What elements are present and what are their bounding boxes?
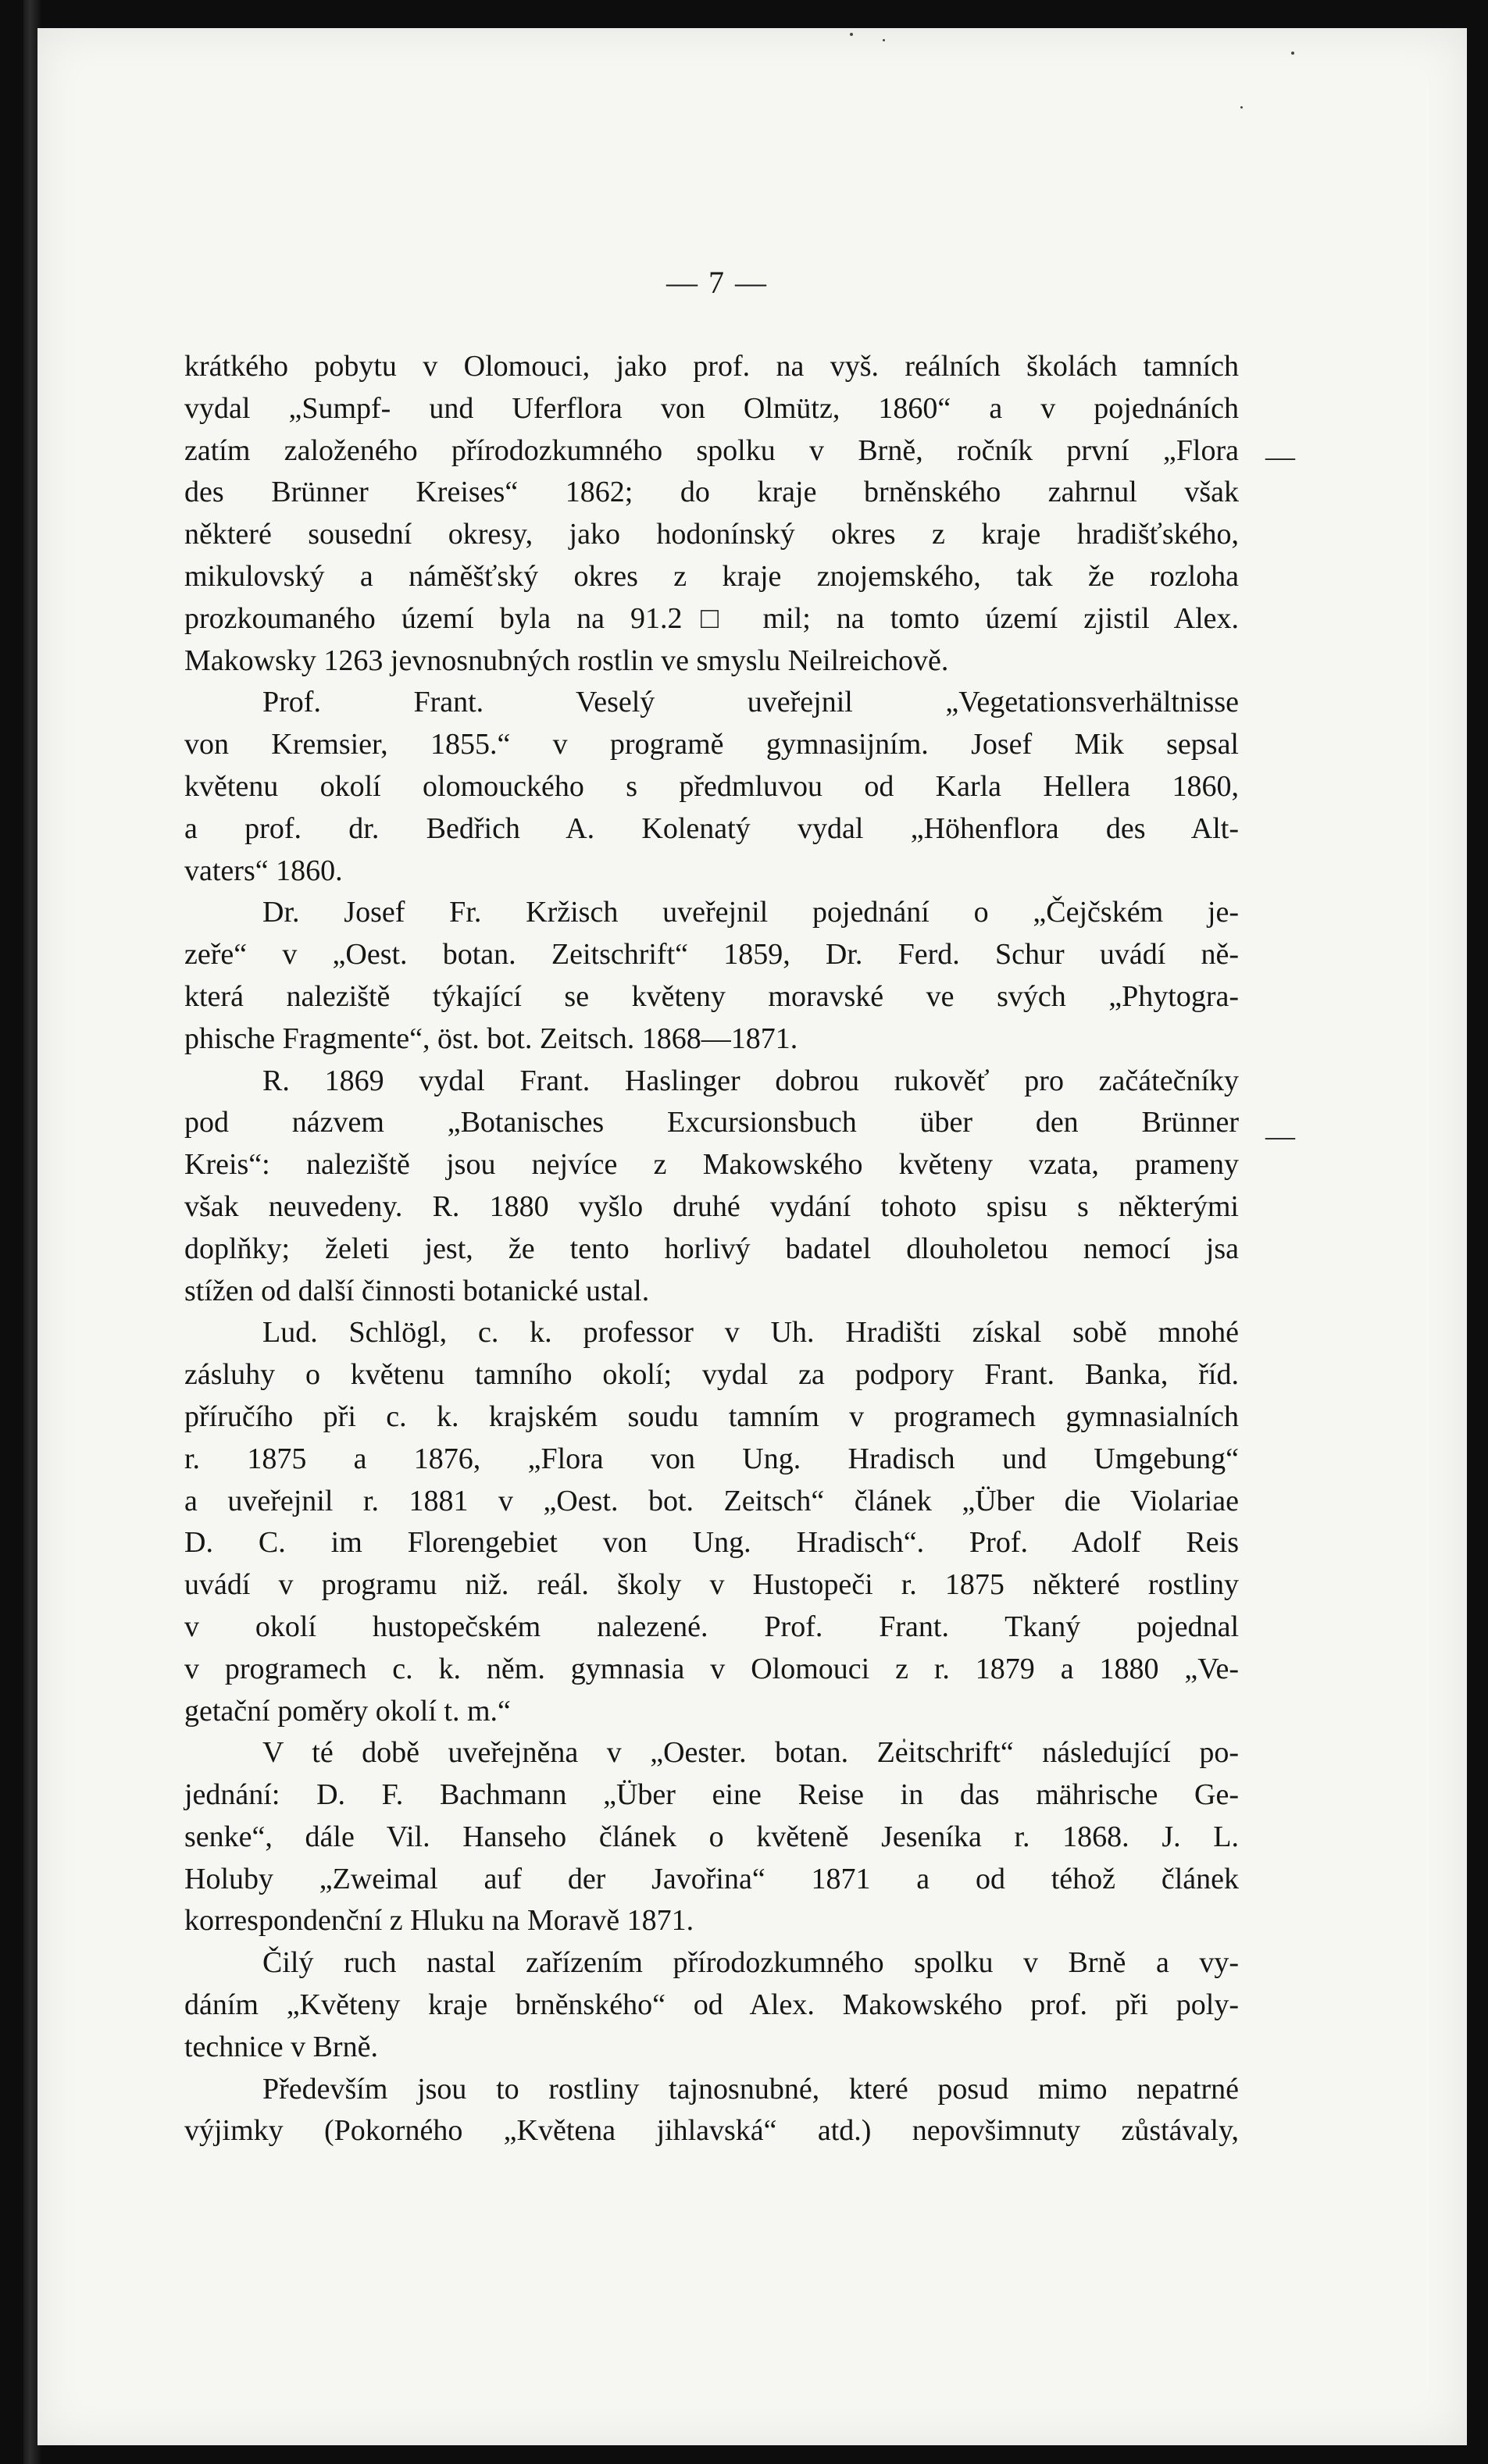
text-line: která naleziště týkající se květeny moravské ve svých „Phytogra- <box>184 979 1239 1013</box>
text-line: senke“, dále Vil. Hanseho článek o květeně Jeseníka r. 1868. J. L. <box>184 1820 1239 1853</box>
text-line: r. 1875 a 1876, „Flora von Ung. Hradisch und Umgebung“ <box>184 1442 1239 1475</box>
text-line: des Brünner Kreises“ 1862; do kraje brněnského zahrnul však <box>184 476 1239 509</box>
text-line: zeře“ v „Oest. botan. Zeitschrift“ 1859, Dr. Ferd. Schur uvádí ně- <box>184 938 1239 972</box>
text-line: zatím založeného přírodozkumného spolku v Brně, ročník první „Flora <box>184 433 1239 467</box>
text-line: phische Fragmente“, öst. bot. Zeitsch. 1868—1871. <box>184 1022 798 1055</box>
text-line: květenu okolí olomouckého s předmluvou od Karla Hellera 1860, <box>184 769 1239 803</box>
text-line: Makowsky 1263 jevnosnubných rostlin ve smyslu Neilreichově. <box>184 644 949 677</box>
text-line: jednání: D. F. Bachmann „Über eine Reise in das mährische Ge- <box>184 1778 1239 1812</box>
text-line: v okolí hustopečském nalezené. Prof. Frant. Tkaný pojednal <box>184 1610 1239 1643</box>
body-text <box>184 346 1239 2152</box>
scan-speck <box>1240 106 1243 109</box>
text-line: Holuby „Zweimal auf der Javořina“ 1871 a od téhož článek <box>184 1862 1239 1895</box>
text-line: a uveřejnil r. 1881 v „Oest. bot. Zeitsch“ článek „Über die Violariae <box>184 1484 1239 1517</box>
text-line: Dr. Josef Fr. Kržisch uveřejnil pojednání o „Čejčském je- <box>262 896 1239 929</box>
text-line: V té době uveřejněna v „Oester. botan. Zeitschrift“ následující po- <box>262 1736 1239 1770</box>
page-number: — 7 — <box>666 265 768 300</box>
text-line: a prof. dr. Bedřich A. Kolenatý vydal „Höhenflora des Alt- <box>184 811 1239 845</box>
text-line: však neuvedeny. R. 1880 vyšlo druhé vydání tohoto spisu s některými <box>184 1189 1239 1223</box>
scan-speck <box>1291 52 1294 55</box>
text-line: pod názvem „Botanisches Excursionsbuch über den Brünner <box>184 1106 1239 1139</box>
text-line: mikulovský a náměšťský okres z kraje znojemského, tak že rozloha <box>184 559 1239 593</box>
text-line: Prof. Frant. Veselý uveřejnil „Vegetationsverhältnisse <box>262 686 1239 719</box>
text-line: stížen od další činnosti botanické ustal. <box>184 1274 650 1307</box>
margin-dash: — <box>1265 440 1295 473</box>
text-line: krátkého pobytu v Olomouci, jako prof. na vyš. reálních školách tamních <box>184 350 1239 383</box>
text-line: prozkoumaného území byla na 91.2□ mil; na tomto území zjistil Alex. <box>184 601 1239 635</box>
text-line: doplňky; želeti jest, že tento horlivý badatel dlouholetou nemocí jsa <box>184 1232 1239 1265</box>
text-line: technice v Brně. <box>184 2030 378 2063</box>
margin-dash: — <box>1265 1120 1295 1153</box>
text-line: Především jsou to rostliny tajnosnubné, které posud mimo nepatrné <box>262 2072 1239 2106</box>
text-line: některé sousední okresy, jako hodonínský okres z kraje hradišťského, <box>184 518 1239 551</box>
text-line: uvádí v programu niž. reál. školy v Hustopeči r. 1875 některé rostliny <box>184 1568 1239 1602</box>
text-line: Lud. Schlögl, c. k. professor v Uh. Hradišti získal sobě mnohé <box>262 1316 1239 1350</box>
text-line: příručího při c. k. krajském soudu tamním v programech gymnasialních <box>184 1400 1239 1433</box>
text-line: Čilý ruch nastal zařízením přírodozkumného spolku v Brně a vy- <box>262 1946 1239 1980</box>
text-line: výjimky (Pokorného „Květena jihlavská“ atd.) nepovšimnuty zůstávaly, <box>184 2114 1239 2148</box>
scan-speck <box>883 39 885 41</box>
text-line: korrespondenční z Hluku na Moravě 1871. <box>184 1904 694 1938</box>
text-line: R. 1869 vydal Frant. Haslinger dobrou rukověť pro začátečníky <box>262 1064 1239 1097</box>
text-line: D. C. im Florengebiet von Ung. Hradisch“. Prof. Adolf Reis <box>184 1526 1239 1560</box>
text-line: v programech c. k. něm. gymnasia v Olomouci z r. 1879 a 1880 „Ve- <box>184 1652 1239 1685</box>
text-line: Kreis“: naleziště jsou nejvíce z Makowského květeny vzata, prameny <box>184 1148 1239 1182</box>
text-line: dáním „Květeny kraje brněnského“ od Alex. Makowského prof. při poly- <box>184 1988 1239 2022</box>
scan-speck <box>850 33 853 36</box>
text-line: zásluhy o květenu tamního okolí; vydal za podpory Frant. Banka, říd. <box>184 1358 1239 1392</box>
text-line: vaters“ 1860. <box>184 854 343 887</box>
text-line: vydal „Sumpf- und Uferflora von Olmütz, 1860“ a v pojednáních <box>184 391 1239 425</box>
text-line: von Kremsier, 1855.“ v programě gymnasijním. Josef Mik sepsal <box>184 728 1239 761</box>
text-line: getační poměry okolí t. m.“ <box>184 1694 511 1728</box>
